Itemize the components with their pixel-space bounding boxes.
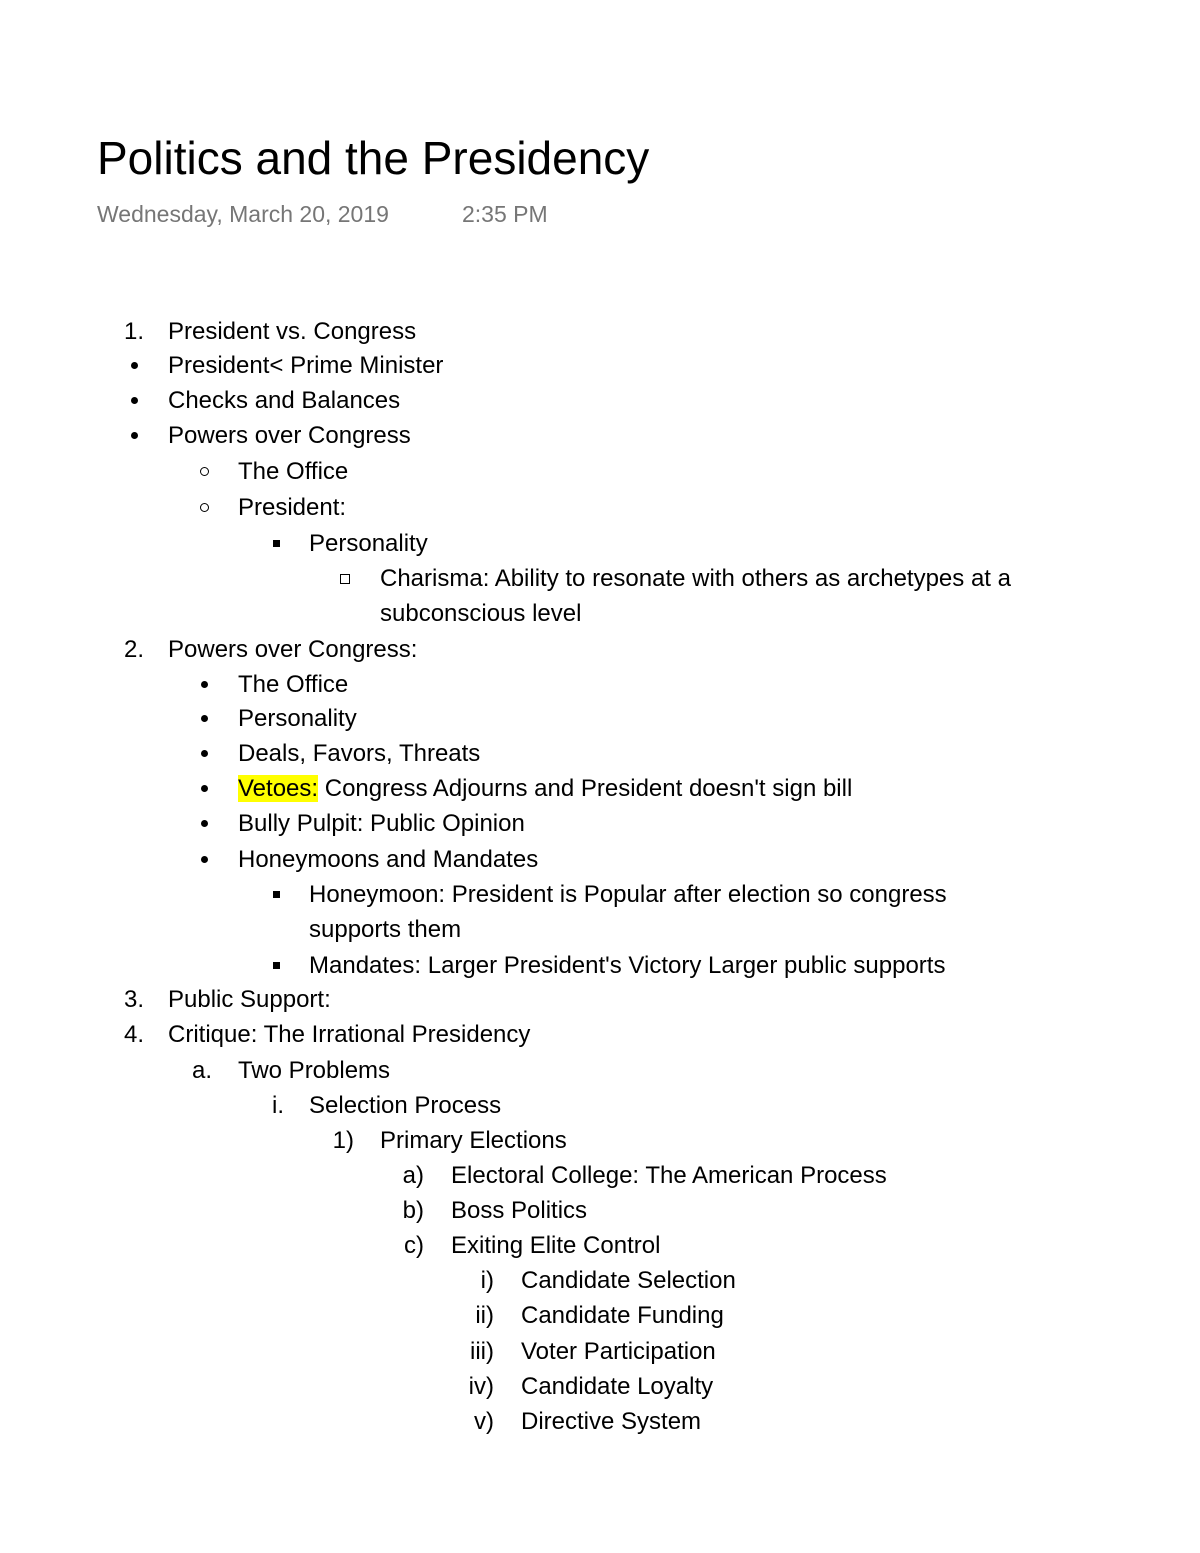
list-number: iv) (468, 1373, 494, 1400)
bullet-hollow-square-icon (330, 561, 350, 596)
bullet-disc-icon (118, 348, 138, 383)
list-item-text: supports them (309, 916, 462, 943)
bullet-disc-icon (188, 736, 208, 771)
list-item-text: Voter Participation (521, 1338, 716, 1365)
list-item-text-rest: Congress Adjourns and President doesn't sign bill (318, 775, 853, 802)
list-item-text: Critique: The Irrational Presidency (168, 1021, 531, 1048)
page-title[interactable]: Politics and the Presidency (97, 132, 650, 184)
list-number: a. (191, 1057, 212, 1084)
list-item-text: Boss Politics (451, 1197, 588, 1224)
list-item-text: Powers over Congress (168, 422, 411, 449)
highlighted-text: Vetoes: (238, 775, 319, 802)
list-item-text (238, 771, 852, 806)
list-item-text: Primary Elections (380, 1127, 567, 1154)
list-item-text: Electoral College: The American Process (451, 1162, 887, 1189)
list-item-text: President: (238, 494, 347, 521)
list-item-text: President vs. Congress (168, 318, 417, 345)
list-item-text: Honeymoons and Mandates (238, 846, 539, 873)
note-time: 2:35 PM (462, 201, 548, 227)
list-item-text: Honeymoon: President is Popular after election so congress (309, 881, 947, 908)
list-item-text: Two Problems (238, 1057, 391, 1084)
list-number: b) (402, 1197, 424, 1224)
bullet-square-icon (260, 948, 280, 983)
list-item-text: President< Prime Minister (168, 352, 444, 379)
list-number: v) (474, 1408, 494, 1435)
list-number: c) (404, 1232, 424, 1259)
note-date: Wednesday, March 20, 2019 (97, 201, 389, 227)
list-number: 2. (123, 636, 144, 663)
bullet-circle-icon (188, 490, 209, 525)
list-item-text: Charisma: Ability to resonate with others as archetypes at a (380, 565, 1011, 592)
list-number: ii) (475, 1302, 494, 1329)
list-number: 1) (332, 1127, 354, 1154)
list-item-text: Public Support: (168, 986, 331, 1013)
list-item-text: Exiting Elite Control (451, 1232, 661, 1259)
list-item-text: Powers over Congress: (168, 636, 418, 663)
list-number: i) (480, 1267, 494, 1294)
bullet-disc-icon (188, 806, 208, 841)
list-number: i. (272, 1092, 284, 1119)
list-item-text: Deals, Favors, Threats (238, 740, 481, 767)
list-item-text: Candidate Loyalty (521, 1373, 714, 1400)
list-item-text: Checks and Balances (168, 387, 401, 414)
bullet-square-icon (260, 526, 280, 561)
bullet-square-icon (260, 877, 280, 912)
list-item-text: The Office (238, 671, 349, 698)
list-item-text: Personality (309, 530, 428, 557)
list-item-text: The Office (238, 458, 349, 485)
list-item-text: subconscious level (380, 600, 582, 627)
list-item-text: Mandates: Larger President's Victory Larger public supports (309, 952, 946, 979)
list-number: a) (402, 1162, 424, 1189)
bullet-disc-icon (188, 667, 208, 702)
bullet-disc-icon (188, 701, 208, 736)
list-number: 4. (123, 1021, 144, 1048)
bullet-disc-icon (188, 842, 208, 877)
list-item-text: Candidate Selection (521, 1267, 736, 1294)
list-item-text: Personality (238, 705, 357, 732)
list-number: 1. (123, 318, 144, 345)
bullet-disc-icon (118, 383, 138, 418)
bullet-circle-icon (188, 454, 209, 489)
list-item-text: Candidate Funding (521, 1302, 724, 1329)
bullet-disc-icon (188, 771, 208, 806)
list-item-text: Directive System (521, 1408, 702, 1435)
list-number: 3. (123, 986, 144, 1013)
bullet-disc-icon (118, 418, 138, 453)
list-number: iii) (470, 1338, 494, 1365)
list-item-text: Selection Process (309, 1092, 502, 1119)
list-item-text: Bully Pulpit: Public Opinion (238, 810, 525, 837)
